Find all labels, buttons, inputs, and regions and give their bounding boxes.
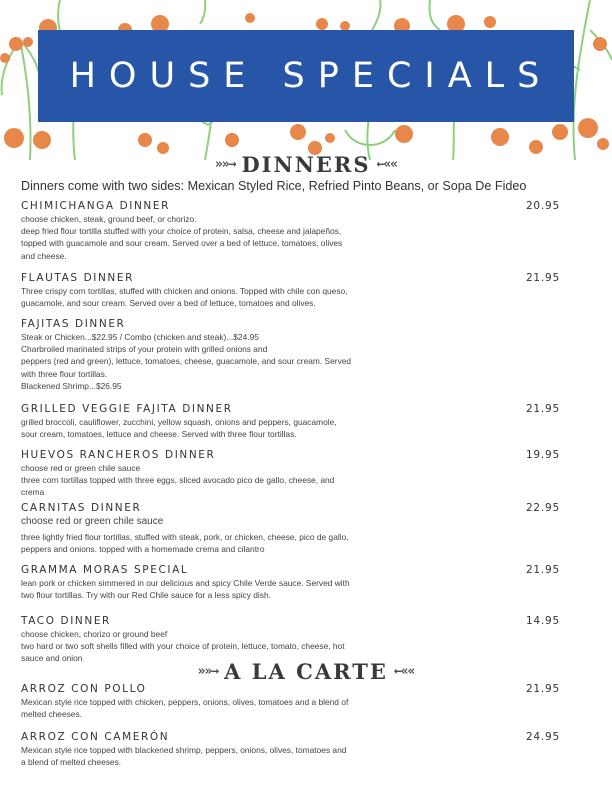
section-heading-dinners xyxy=(0,152,612,177)
item-price: 21.95 xyxy=(525,564,560,576)
item-name: ARROZ CON CAMERÓN xyxy=(21,731,170,743)
menu-item xyxy=(21,271,596,309)
item-price: 19.95 xyxy=(525,449,560,461)
arrow-left-icon: »»→ xyxy=(214,157,236,172)
item-price: 14.95 xyxy=(525,615,560,627)
item-description: with three flour tortillas. xyxy=(21,368,108,379)
item-name: GRAMMA MORAS SPECIAL xyxy=(21,564,189,576)
item-name: GRILLED VEGGIE FAJITA DINNER xyxy=(21,403,233,415)
item-description: topped with guacamole and sour cream. Served over a bed of lettuce, tomatoes, olives xyxy=(21,238,343,249)
item-description: Mexican style rice topped with blackened shrimp, peppers, onions, olives, tomatoes and xyxy=(21,745,347,755)
item-name: ARROZ CON POLLO xyxy=(21,683,147,695)
menu-item xyxy=(21,730,596,768)
item-name: HUEVOS RANCHEROS DINNER xyxy=(21,449,216,461)
section-title: A LA CARTE xyxy=(224,659,388,684)
item-description: choose red or green chile sauce xyxy=(21,463,141,473)
item-description: three corn tortillas topped with three eggs, sliced avocado pico de gallo, cheese, and xyxy=(21,475,335,486)
item-description: grilled broccoli, cauliflower, zucchini, yellow squash, onions and peppers, guacamole, xyxy=(21,417,337,427)
item-price: 24.95 xyxy=(525,731,560,743)
item-description: Mexican style rice topped with chicken, peppers, onions, olives, tomatoes and a blend of xyxy=(21,697,349,707)
page-title: HOUSE SPECIALS xyxy=(69,56,553,96)
item-description: deep fried flour tortilla stuffed with your choice of protein, salsa, cheese and jalapeños, xyxy=(21,226,342,237)
item-description: Three crispy corn tortillas, stuffed with chicken and onions. Topped with chile con queso, xyxy=(21,286,348,296)
item-description: and cheese. xyxy=(21,250,67,261)
item-description: Steak or Chicken...$22.95 / Combo (chicken and steak)...$24.95 xyxy=(21,332,259,342)
item-description: Charbroiled marinated strips of your protein with grilled onions and xyxy=(21,344,268,355)
arrow-right-icon: ←«« xyxy=(376,157,398,172)
item-name: CARNITAS DINNER xyxy=(21,502,142,514)
section-heading-a-la-carte xyxy=(0,659,612,684)
menu-item xyxy=(21,501,596,555)
item-description: crema xyxy=(21,487,45,498)
item-description: peppers and onions. topped with a homemade crema and cilantro xyxy=(21,544,265,555)
menu-item xyxy=(21,317,596,392)
arrow-right-icon: ←«« xyxy=(393,664,415,679)
item-price: 20.95 xyxy=(525,200,560,212)
item-name: CHIMICHANGA DINNER xyxy=(21,200,171,212)
menu-item xyxy=(21,402,596,440)
item-price: 21.95 xyxy=(525,403,560,415)
item-subtitle: choose red or green chile sauce xyxy=(21,516,164,527)
item-description: two flour tortillas. Try with our Red Chile sauce for a less spicy dish. xyxy=(21,590,271,601)
arrow-left-icon: »»→ xyxy=(197,664,219,679)
item-description: a blend of melted cheeses. xyxy=(21,757,122,768)
item-description: choose chicken, steak, ground beef, or chorizo. xyxy=(21,214,197,224)
item-description: melted cheeses. xyxy=(21,709,82,720)
item-name: FAJITAS DINNER xyxy=(21,318,126,330)
menu-item xyxy=(21,199,596,262)
section-title: DINNERS xyxy=(241,152,371,177)
dinners-note: Dinners come with two sides: Mexican Styled Rice, Refried Pinto Beans, or Sopa De Fideo xyxy=(21,179,527,193)
item-name: FLAUTAS DINNER xyxy=(21,272,135,284)
menu-item xyxy=(21,682,596,720)
item-description: lean pork or chicken simmered in our delicious and spicy Chile Verde sauce. Served with xyxy=(21,578,350,588)
item-price: 21.95 xyxy=(525,683,560,695)
item-description: two hard or two soft shells filled with your choice of protein, lettuce, tomato, cheese, hot xyxy=(21,641,345,652)
menu-item xyxy=(21,563,596,601)
item-name: TACO DINNER xyxy=(21,615,111,627)
item-description: three lightly fried flour tortillas, stuffed with steak, pork, or chicken, cheese, pico de gallo, xyxy=(21,532,349,542)
menu-item xyxy=(21,614,596,665)
item-price: 21.95 xyxy=(525,272,560,284)
menu-item xyxy=(21,448,596,499)
item-price: 22.95 xyxy=(525,502,560,514)
item-description: sauce and onion xyxy=(21,653,83,664)
item-description: peppers (red and green), lettuce, tomatoes, cheese, guacamole, and sour cream. Served xyxy=(21,356,352,367)
item-description: sour cream, tomatoes, lettuce and cheese. Served with three flour tortillas. xyxy=(21,429,297,440)
item-description: choose chicken, chorizo or ground beef xyxy=(21,629,168,639)
item-description: guacamole, and sour cream. Served over a bed of lettuce, tomatoes and olives. xyxy=(21,298,316,309)
item-description: Blackened Shrimp...$26.95 xyxy=(21,380,122,391)
title-banner xyxy=(38,30,574,122)
